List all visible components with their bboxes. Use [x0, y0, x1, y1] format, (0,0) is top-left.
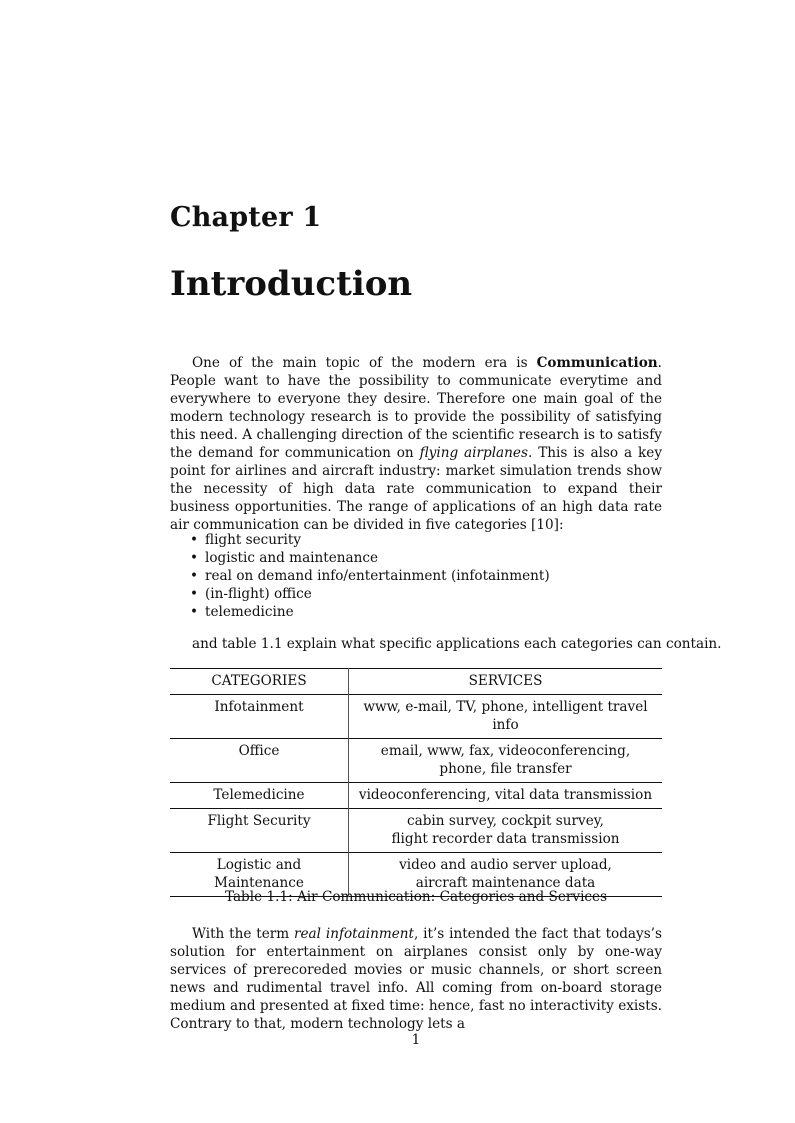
table-row [170, 695, 662, 739]
chapter-title: Introduction [170, 264, 413, 304]
header-services: SERVICES [468, 673, 543, 689]
services-line: www, e-mail, TV, phone, intelligent travel info [363, 699, 648, 733]
services-line: videoconferencing, vital data transmission [358, 787, 653, 803]
list-item: • (in-flight) office [170, 585, 662, 603]
intro-text-1: One of the main topic of the modern era is [192, 355, 537, 371]
chapter-label: Chapter 1 [170, 202, 322, 233]
services-line: aircraft maintenance data [415, 875, 596, 891]
header-categories: CATEGORIES [170, 669, 349, 695]
table-intro-paragraph: and table 1.1 explain what specific applications each categories can contain. [192, 636, 722, 652]
intro-italic-term: flying airplanes [419, 445, 528, 461]
list-item: • real on demand info/entertainment (infotainment) [170, 567, 662, 585]
table-row [170, 739, 662, 783]
services-cell [349, 809, 663, 853]
infotainment-paragraph [170, 925, 662, 1033]
table-header-row [170, 669, 662, 695]
para3-text-2: , it’s intended the fact that todays’s solution for entertainment on airplanes consist only by one-way services of prerecoreded movies or music channels, or short screen news and rudimental travel info. All coming from on-board storage medium and presented at fixed time: hence, fast no interactivity exists. Contrary to that, modern technology lets a [170, 926, 662, 1032]
intro-paragraph [170, 354, 662, 534]
category-cell: Flight Security [170, 809, 349, 853]
intro-text-2: . People want to have the possibility to communicate everytime and everywhere to everyone they desire. Therefore one main goal of the modern technology research is to provide the possibility of satisfying this need. A challenging direction of the scientific research is to satisfy the demand for communication on [170, 355, 662, 461]
para3-italic-term: real infotainment [294, 926, 414, 942]
table-caption: Table 1.1: Air Communication: Categories and Services [224, 889, 608, 905]
list-item: • logistic and maintenance [170, 549, 662, 567]
category-cell: Telemedicine [170, 783, 349, 809]
category-cell: Office [170, 739, 349, 783]
services-line: video and audio server upload, [399, 857, 612, 873]
services-cell [349, 695, 663, 739]
table-row [170, 809, 662, 853]
services-line: email, www, fax, videoconferencing, [380, 743, 631, 759]
category-cell: Logistic and Maintenance [170, 853, 349, 897]
services-line: cabin survey, cockpit survey, [407, 813, 604, 829]
services-line: phone, file transfer [439, 761, 572, 777]
services-cell [349, 739, 663, 783]
list-item: • telemedicine [170, 603, 662, 621]
intro-text-3: . This is also a key point for airlines and aircraft industry: market simulation trends show the necessity of high data rate communication to expand their business opportunities. The range of applications of an high data rate air communication can be divided in five categories [10]: [170, 445, 662, 533]
para3-text-1: With the term [192, 926, 294, 942]
services-cell [349, 783, 663, 809]
categories-services-table [170, 668, 662, 897]
table-row [170, 783, 662, 809]
list-item: • flight security [170, 531, 662, 549]
page-number: 1 [411, 1032, 421, 1048]
services-line: flight recorder data transmission [391, 831, 620, 847]
category-cell: Infotainment [170, 695, 349, 739]
intro-bold-term: Communication [536, 355, 658, 371]
category-list [170, 531, 662, 621]
